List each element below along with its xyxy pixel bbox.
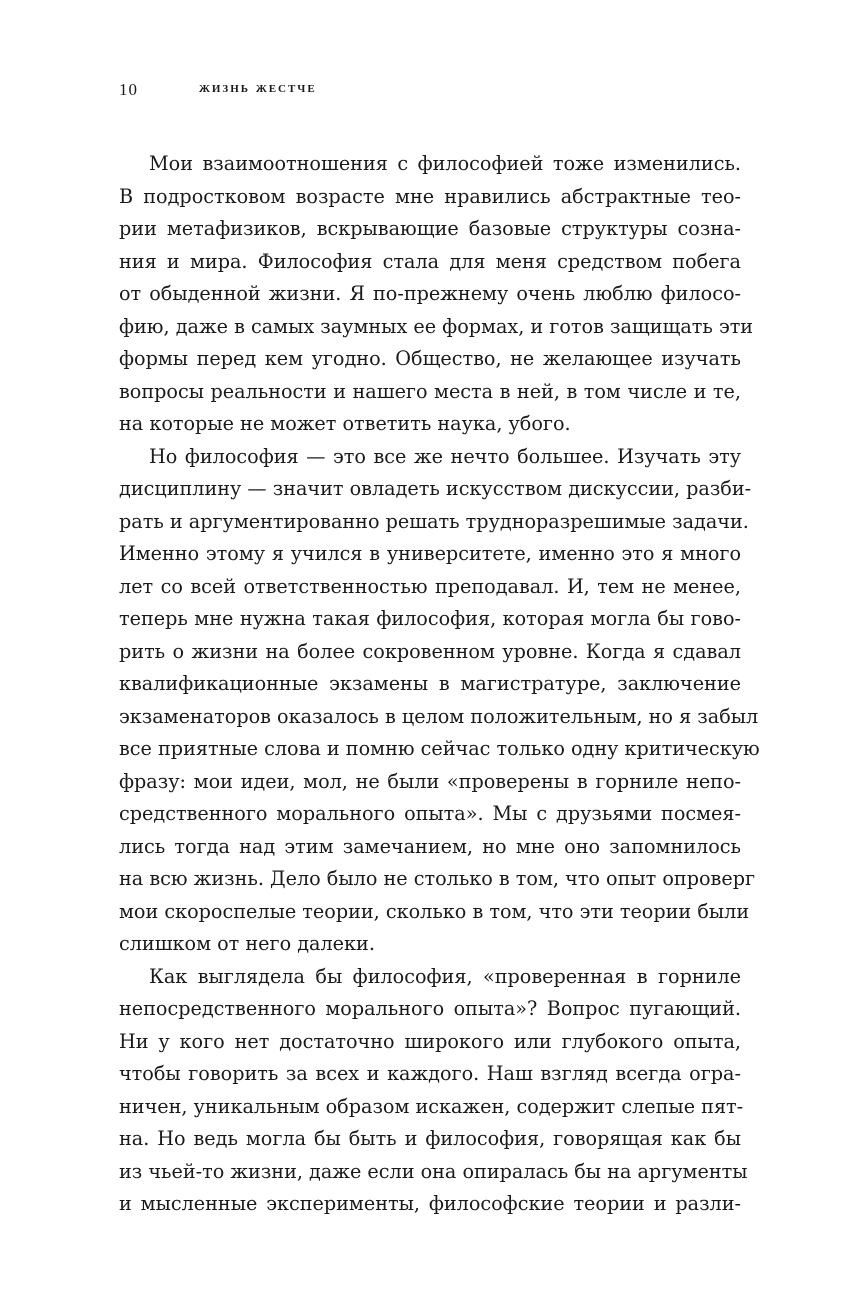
- text-line: средственного морального опыта». Мы с друзьями посмея-: [119, 802, 741, 825]
- text-line: мои скороспелые теории, сколько в том, что эти теории были: [119, 899, 750, 923]
- text-line: рить о жизни на более сокровенном уровне. Когда я сдавал: [119, 639, 741, 663]
- text-line: ния и мира. Философия стала для меня средством побега: [119, 249, 741, 273]
- book-title: жизнь жестче: [199, 80, 317, 96]
- text-line: от обыденной жизни. Я по-прежнему очень люблю филосо-: [119, 282, 741, 305]
- text-line: на. Но ведь могла бы быть и философия, говорящая как бы: [119, 1127, 741, 1150]
- text-line: рать и аргументированно решать трудноразрешимые задачи.: [119, 509, 749, 533]
- text-line: слишком от него далеки.: [119, 932, 375, 955]
- text-line: рии метафизиков, вскрывающие базовые структуры созна-: [119, 217, 741, 240]
- text-line: из чьей-то жизни, даже если она опиралась бы на аргументы: [119, 1159, 748, 1183]
- text-line: лись тогда над этим замечанием, но мне оно запомнилось: [119, 834, 741, 858]
- paragraph-2: [119, 441, 760, 961]
- text-line: Мои взаимоотношения с философией тоже изменились.: [149, 152, 741, 175]
- text-line: все приятные слова и помню сейчас только одну критическую: [119, 737, 760, 760]
- paragraph-1: [119, 148, 754, 441]
- text-line: Но философия — это все же нечто большее. Изучать эту: [149, 444, 741, 468]
- body-text: [119, 148, 760, 1221]
- text-line: квалификационные экзамены в магистратуре, заключение: [119, 672, 741, 695]
- text-line: вопросы реальности и нашего места в ней, в том числе и те,: [119, 379, 741, 403]
- text-line: непосредственного морального опыта»? Вопрос пугающий.: [119, 997, 741, 1020]
- text-line: Именно этому я учился в университете, именно это я много: [119, 542, 741, 565]
- text-line: дисциплину — значит овладеть искусством дискуссии, разби-: [119, 477, 752, 500]
- text-line: Ни у кого нет достаточно широкого или глубокого опыта,: [119, 1029, 741, 1053]
- text-line: фразу: мои идеи, мол, не были «проверены в горниле непо-: [119, 769, 741, 793]
- text-line: теперь мне нужна такая философия, которая могла бы гово-: [119, 607, 741, 630]
- text-line: фию, даже в самых заумных ее формах, и готов защищать эти: [119, 314, 754, 338]
- page-number: 10: [119, 80, 138, 99]
- text-line: на всю жизнь. Дело было не столько в том, что опыт опроверг: [119, 867, 756, 890]
- text-line: лет со всей ответственностью преподавал. И, тем не менее,: [119, 574, 741, 598]
- text-line: ничен, уникальным образом искажен, содержит слепые пят-: [119, 1094, 744, 1118]
- text-line: формы перед кем угодно. Общество, не желающее изучать: [119, 347, 741, 370]
- running-head: [119, 80, 739, 104]
- text-line: чтобы говорить за всех и каждого. Наш взгляд всегда огра-: [119, 1062, 741, 1085]
- text-line: Как выглядела бы философия, «проверенная в горниле: [149, 964, 741, 988]
- text-line: В подростковом возрасте мне нравились абстрактные тео-: [119, 184, 741, 208]
- paragraph-3: [119, 961, 748, 1221]
- text-line: и мысленные эксперименты, философские теории и разли-: [119, 1192, 741, 1215]
- text-line: экзаменаторов оказалось в целом положительным, но я забыл: [119, 704, 759, 728]
- text-line: на которые не может ответить наука, убого.: [119, 412, 571, 435]
